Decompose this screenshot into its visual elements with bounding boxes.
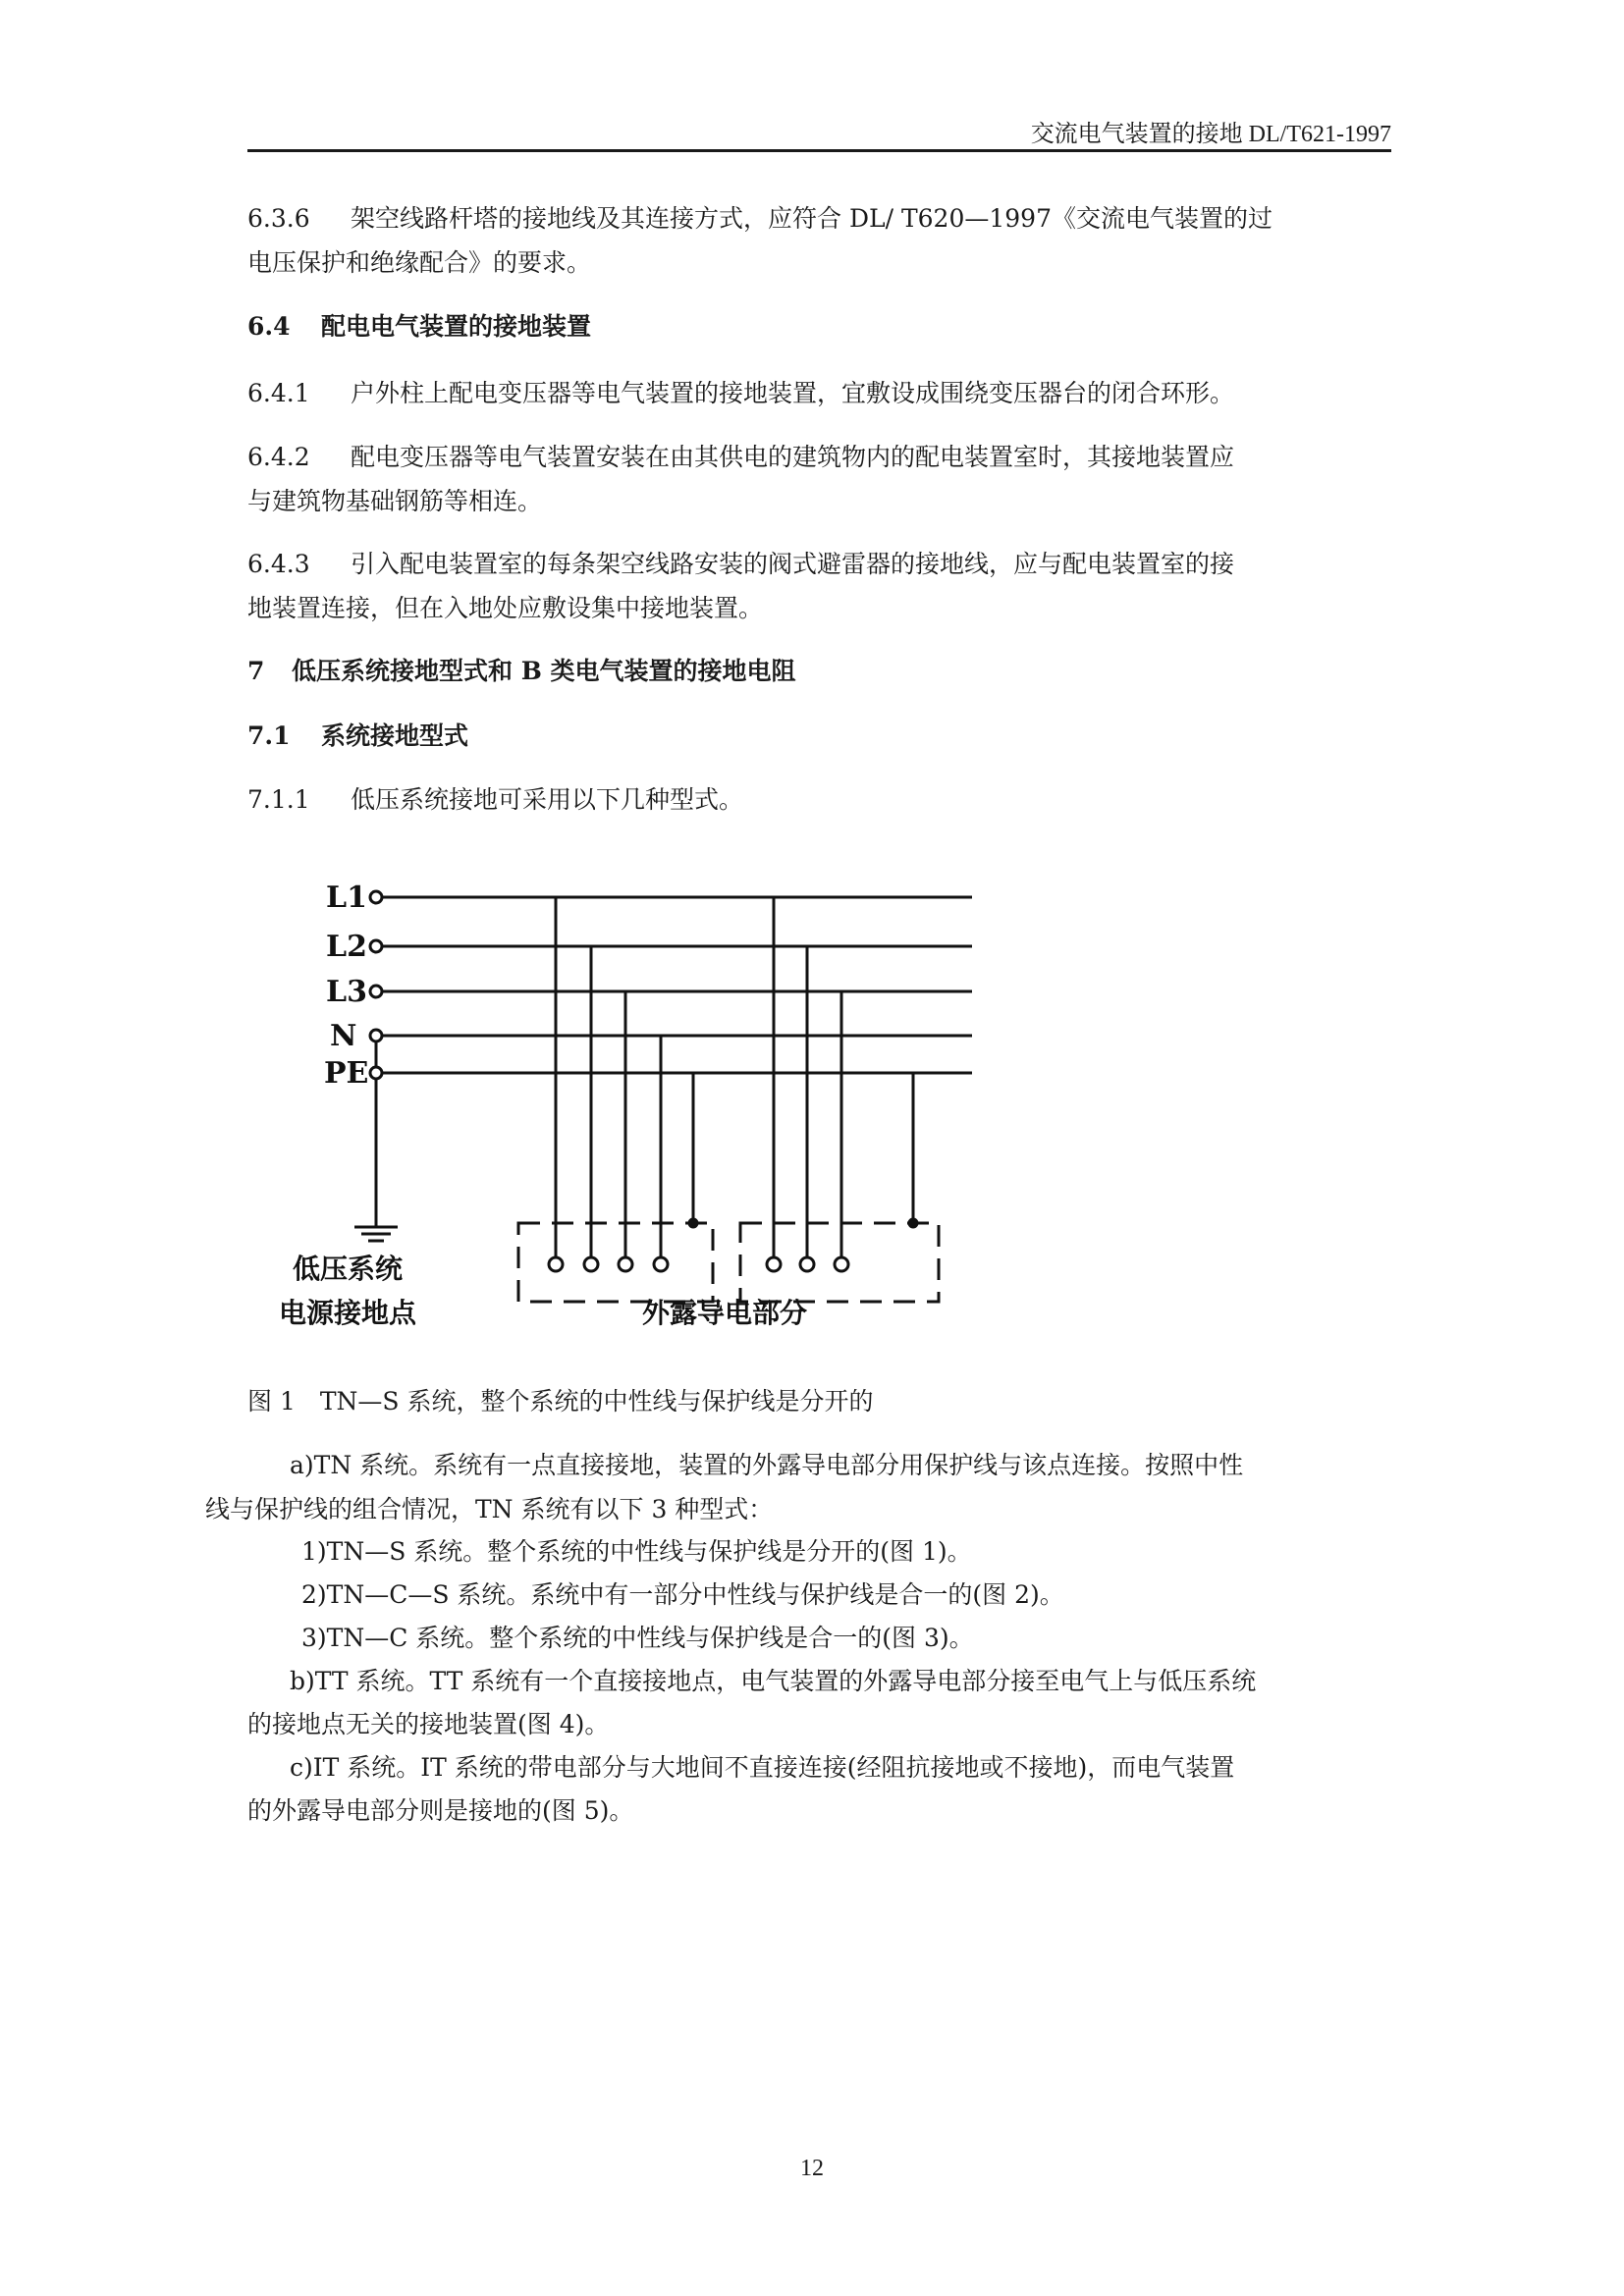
running-header: 交流电气装置的接地 DL/T621-1997 <box>1030 122 1391 147</box>
clause-6-3-6 <box>247 196 1391 285</box>
clause-text: 架空线路杆塔的接地线及其连接方式，应符合 DL/ T620—1997《交流电气装置的过 <box>351 204 1272 233</box>
terminal-l2 <box>370 940 382 952</box>
section-7-1-heading <box>247 714 1391 758</box>
clause-6-4-2 <box>247 435 1391 523</box>
clause-number: 6.4.2 <box>247 443 310 471</box>
para-c-line1: c)IT 系统。IT 系统的带电部分与大地间不直接连接(经阻抗接地或不接地)，而电气装置 <box>290 1753 1235 1782</box>
list-item-a3: 3)TN—C 系统。整个系统的中性线与保护线是合一的(图 3)。 <box>301 1624 974 1652</box>
terminal-pe <box>370 1067 382 1079</box>
eq1-terminal-n <box>654 1257 668 1271</box>
header-rule <box>247 149 1391 152</box>
label-pe: PE <box>324 1056 369 1091</box>
figure-caption: 图 1 TN—S 系统，整个系统的中性线与保护线是分开的 <box>247 1387 874 1415</box>
section-number: 6.4 <box>247 312 291 341</box>
terminal-l1 <box>370 891 382 903</box>
page-number: 12 <box>800 2156 824 2181</box>
list-item-a2: 2)TN—C—S 系统。系统中有一部分中性线与保护线是合一的(图 2)。 <box>301 1580 1064 1609</box>
para-b-line2: 的接地点无关的接地装置(图 4)。 <box>247 1710 610 1738</box>
para-a-line2: 线与保护线的组合情况，TN 系统有以下 3 种型式： <box>205 1495 774 1523</box>
clause-6-4-1 <box>247 371 1391 415</box>
label-n: N <box>330 1019 357 1053</box>
clause-text-cont: 地装置连接，但在入地处应敷设集中接地装置。 <box>247 594 764 622</box>
para-a <box>205 1443 1391 1531</box>
source-ground-label-line2: 电源接地点 <box>279 1297 417 1329</box>
eq1-terminal-l3 <box>619 1257 632 1271</box>
clause-number: 6.3.6 <box>247 204 310 233</box>
clause-text: 低压系统接地可采用以下几种型式。 <box>351 785 744 814</box>
label-l3: L3 <box>326 975 367 1009</box>
para-a-line1: a)TN 系统。系统有一点直接接地，装置的外露导电部分用保护线与该点连接。按照中性 <box>290 1451 1244 1479</box>
section-7-heading <box>247 649 1391 693</box>
section-title: 配电电气装置的接地装置 <box>321 312 592 341</box>
para-b-line1: b)TT 系统。TT 系统有一个直接接地点，电气装置的外露导电部分接至电气上与低压系统 <box>290 1667 1257 1695</box>
section-6-4-heading <box>247 304 1391 348</box>
eq2-terminal-l3 <box>835 1257 848 1271</box>
clause-number: 7.1.1 <box>247 785 310 814</box>
eq2-terminal-l2 <box>800 1257 814 1271</box>
clause-text: 引入配电装置室的每条架空线路安装的阀式避雷器的接地线，应与配电装置室的接 <box>351 550 1235 578</box>
eq1-terminal-l1 <box>549 1257 563 1271</box>
exposed-enclosure-1 <box>518 1223 713 1302</box>
clause-6-4-3 <box>247 542 1391 630</box>
eq2-terminal-l1 <box>767 1257 781 1271</box>
section-number: 7.1 <box>247 721 291 750</box>
section-title: 低压系统接地型式和 B 类电气装置的接地电阻 <box>292 657 796 685</box>
section-title: 系统接地型式 <box>321 721 469 750</box>
exposed-parts-label: 外露导电部分 <box>642 1297 808 1329</box>
clause-7-1-1 <box>247 777 1391 822</box>
eq1-terminal-l2 <box>584 1257 598 1271</box>
para-c-line2: 的外露导电部分则是接地的(图 5)。 <box>247 1796 634 1825</box>
clause-number: 6.4.3 <box>247 550 310 578</box>
clause-text-cont: 与建筑物基础钢筋等相连。 <box>247 487 543 515</box>
terminal-n <box>370 1030 382 1041</box>
clause-number: 6.4.1 <box>247 379 310 407</box>
section-number: 7 <box>247 657 265 685</box>
label-l2: L2 <box>326 930 367 964</box>
clause-text-cont: 电压保护和绝缘配合》的要求。 <box>247 248 592 277</box>
list-item-a1: 1)TN—S 系统。整个系统的中性线与保护线是分开的(图 1)。 <box>301 1537 972 1566</box>
source-ground-label-line1: 低压系统 <box>293 1253 404 1285</box>
clause-text: 配电变压器等电气装置安装在由其供电的建筑物内的配电装置室时，其接地装置应 <box>351 443 1235 471</box>
terminal-l3 <box>370 986 382 997</box>
tn-s-diagram <box>247 864 994 1345</box>
clause-text: 户外柱上配电变压器等电气装置的接地装置，宜敷设成围绕变压器台的闭合环形。 <box>351 379 1235 407</box>
label-l1: L1 <box>326 881 367 915</box>
